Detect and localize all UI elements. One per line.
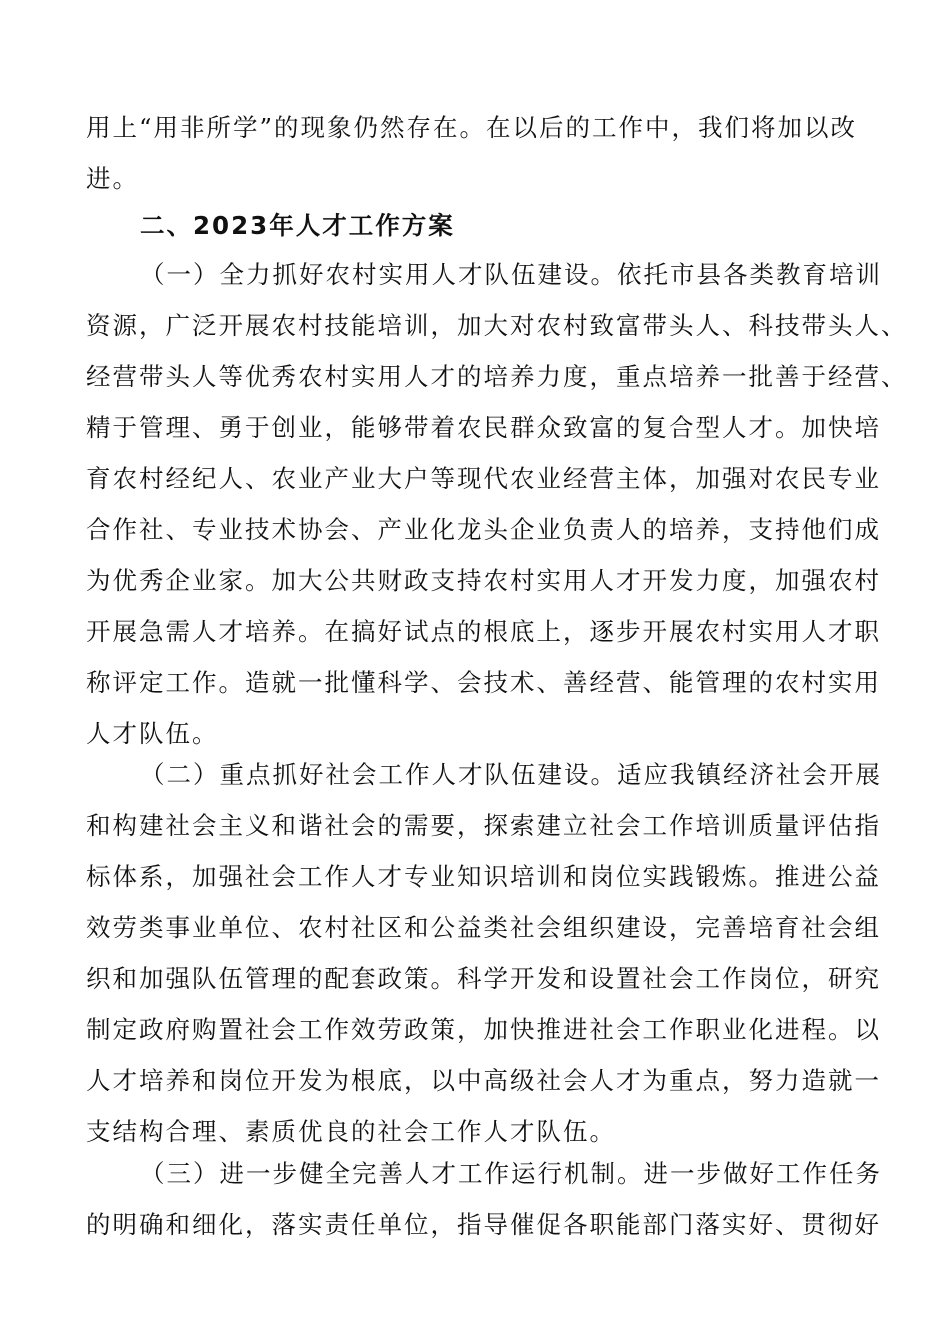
- paragraph-line: 为优秀企业家。加大公共财政支持农村实用人才开发力度，加强农村: [86, 566, 881, 595]
- paragraph-line: 开展急需人才培养。在搞好试点的根底上，逐步开展农村实用人才职: [86, 617, 881, 646]
- paragraph-rural-talent: [86, 249, 908, 759]
- paragraph-line: （三）进一步健全完善人才工作运行机制。进一步做好工作任务: [140, 1159, 882, 1188]
- paragraph-line: 资源，广泛开展农村技能培训，加大对农村致富带头人、科技带头人、: [86, 311, 908, 340]
- paragraph-line: 织和加强队伍管理的配套政策。科学开发和设置社会工作岗位，研究: [86, 964, 881, 993]
- paragraph-line: 合作社、专业技术协会、产业化龙头企业负责人的培养，支持他们成: [86, 515, 881, 544]
- paragraph-mechanism: [86, 1148, 882, 1250]
- paragraph-line: 和构建社会主义和谐社会的需要，探索建立社会工作培训质量评估指: [86, 811, 881, 840]
- paragraph-line: 制定政府购置社会工作效劳政策，加快推进社会工作职业化进程。以: [86, 1015, 881, 1044]
- paragraph-line: 的明确和细化，落实责任单位，指导催促各职能部门落实好、贯彻好: [86, 1210, 881, 1239]
- paragraph-line: 支结构合理、素质优良的社会工作人才队伍。: [86, 1117, 616, 1146]
- section-heading: 二、2023年人才工作方案: [140, 211, 455, 240]
- paragraph-line: 进。: [86, 164, 139, 193]
- paragraph-continuation: [86, 102, 866, 204]
- paragraph-line: （二）重点抓好社会工作人才队伍建设。适应我镇经济社会开展: [140, 760, 882, 789]
- paragraph-line: 育农村经纪人、农业产业大户等现代农业经营主体，加强对农民专业: [86, 464, 881, 493]
- paragraph-line: 人才培养和岗位开发为根底，以中高级社会人才为重点，努力造就一: [86, 1066, 881, 1095]
- paragraph-line: 称评定工作。造就一批懂科学、会技术、善经营、能管理的农村实用: [86, 668, 881, 697]
- paragraph-line: 经营带头人等优秀农村实用人才的培养力度，重点培养一批善于经营、: [86, 362, 908, 391]
- paragraph-line: 效劳类事业单位、农村社区和公益类社会组织建设，完善培育社会组: [86, 913, 881, 942]
- paragraph-line: 精于管理、勇于创业，能够带着农民群众致富的复合型人才。加快培: [86, 413, 881, 442]
- paragraph-line: 人才队伍。: [86, 719, 219, 748]
- paragraph-social-work-talent: [86, 749, 882, 1157]
- paragraph-line: 用上“用非所学”的现象仍然存在。在以后的工作中，我们将加以改: [86, 113, 858, 142]
- paragraph-line: 标体系，加强社会工作人才专业知识培训和岗位实践锻炼。推进公益: [86, 862, 881, 891]
- paragraph-line: （一）全力抓好农村实用人才队伍建设。依托市县各类教育培训: [140, 260, 882, 289]
